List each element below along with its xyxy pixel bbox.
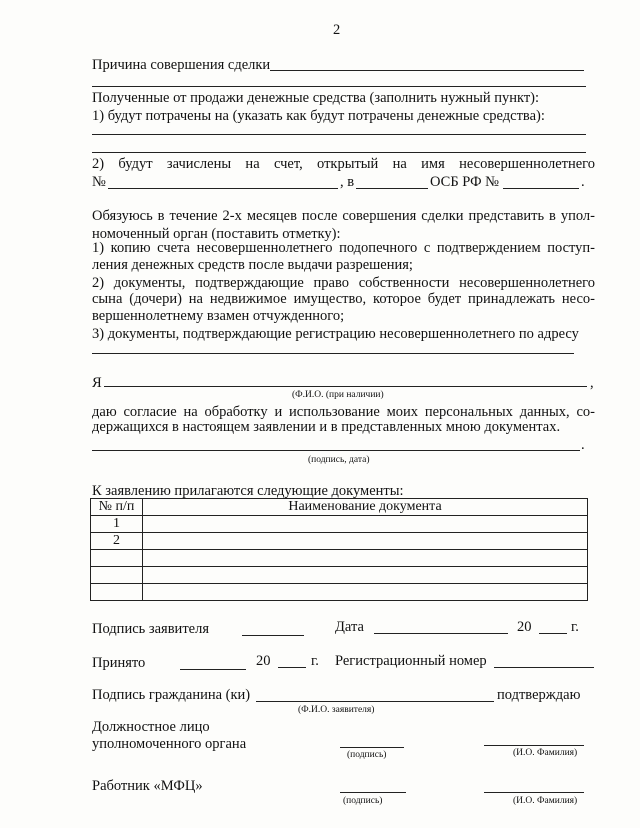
consent-comma: , [590, 375, 594, 391]
consent-ya: Я [92, 375, 102, 391]
consent-dot: . [581, 437, 585, 453]
reason-field[interactable] [270, 70, 584, 71]
date-year-prefix: 20 [517, 619, 532, 635]
official-name-field[interactable] [484, 745, 584, 746]
row-number [91, 567, 143, 584]
table-header-row [91, 499, 588, 516]
citizen-name-hint: (Ф.И.О. заявителя) [298, 705, 375, 715]
official-sign-hint: (подпись) [347, 750, 387, 760]
citizen-confirm: подтверждаю [497, 687, 581, 703]
account-number-field[interactable] [108, 188, 338, 189]
page-number: 2 [333, 22, 341, 38]
account-no-label: № [92, 174, 106, 190]
obligation-item-3: 3) документы, подтверждающие регистрацию несовершеннолетнего по адресу [92, 326, 579, 342]
consent-fio-hint: (Ф.И.О. (при наличии) [292, 390, 384, 400]
address-field[interactable] [92, 353, 574, 354]
mfc-name-hint: (И.О. Фамилия) [513, 796, 578, 806]
attachments-table [90, 498, 588, 601]
table-row [91, 533, 588, 550]
table-row [91, 550, 588, 567]
accepted-year-prefix: 20 [256, 653, 271, 669]
table-row [91, 516, 588, 533]
funds-option-1-field-2[interactable] [92, 152, 586, 153]
consent-line-1: даю согласие на обработку и использование моих персональных данных, со- [92, 404, 595, 420]
funds-intro: Полученные от продажи денежные средства (заполнить нужный пункт): [92, 90, 540, 106]
obligation-item-2: 2) документы, подтверждающие право собственности несовершеннолетнего [92, 275, 595, 291]
official-name-hint: (И.О. Фамилия) [513, 748, 578, 758]
table-row [91, 584, 588, 601]
obligation-item-1-cont: ления денежных средств после выдачи разрешения; [92, 257, 413, 273]
date-field[interactable] [374, 633, 508, 634]
citizen-name-field[interactable] [256, 701, 494, 702]
obligation-line-2: номоченный орган (поставить отметку): [92, 226, 341, 242]
bank-field[interactable] [356, 188, 428, 189]
citizen-sign-label: Подпись гражданина (ки) [92, 687, 251, 703]
row-number: 2 [91, 533, 143, 550]
reason-field-line-2[interactable] [92, 86, 586, 87]
consent-sign-field[interactable] [92, 450, 580, 451]
attachments-title: К заявлению прилагаются следующие документы: [92, 483, 404, 499]
table-row [91, 567, 588, 584]
row-number [91, 584, 143, 601]
account-in-label: , в [340, 174, 355, 190]
col-number-header: № п/п [91, 499, 143, 516]
applicant-sign-label: Подпись заявителя [92, 621, 209, 637]
accepted-label: Принято [92, 655, 146, 671]
reason-label: Причина совершения сделки [92, 57, 271, 73]
reg-number-label: Регистрационный номер [335, 653, 487, 669]
row-doc-name-cell[interactable] [143, 584, 588, 601]
mfc-sign-hint: (подпись) [343, 796, 383, 806]
col-name-header: Наименование документа [143, 499, 588, 516]
official-sign-field[interactable] [340, 747, 404, 748]
date-year-suffix: г. [571, 619, 579, 635]
date-year-field[interactable] [539, 633, 567, 634]
mfc-sign-field[interactable] [340, 792, 406, 793]
mfc-label: Работник «МФЦ» [92, 778, 203, 794]
row-doc-name-cell[interactable] [143, 567, 588, 584]
obligation-line-1: Обязуюсь в течение 2-х месяцев после совершения сделки представить в упол- [92, 208, 595, 224]
row-number [91, 550, 143, 567]
obligation-item-2-cont: сына (дочери) на недвижимое имущество, которое будет принадлежать несо- [92, 291, 595, 307]
mfc-name-field[interactable] [484, 792, 584, 793]
funds-option-1-field[interactable] [92, 134, 586, 135]
official-label-1: Должностное лицо [92, 719, 210, 735]
accepted-year-suffix: г. [311, 653, 319, 669]
official-label-2: уполномоченного органа [92, 736, 247, 752]
accepted-year-field[interactable] [278, 667, 306, 668]
osb-number-field[interactable] [503, 188, 579, 189]
row-doc-name-cell[interactable] [143, 550, 588, 567]
row-doc-name-cell[interactable] [143, 516, 588, 533]
osb-dot: . [581, 174, 585, 190]
accepted-date-field[interactable] [180, 669, 246, 670]
obligation-item-2-cont-2: вершеннолетнему взамен отчужденного; [92, 308, 345, 324]
row-doc-name-cell[interactable] [143, 533, 588, 550]
consent-line-2: держащихся в настоящем заявлении и в представленных мною документах. [92, 419, 561, 435]
date-label: Дата [335, 619, 364, 635]
consent-fio-field[interactable] [104, 386, 587, 387]
obligation-item-1: 1) копию счета несовершеннолетнего подопечного с подтверждением поступ- [92, 240, 595, 256]
funds-option-2: 2) будут зачислены на счет, открытый на имя несовершеннолетнего [92, 156, 595, 172]
applicant-sign-field[interactable] [242, 635, 304, 636]
consent-sign-hint: (подпись, дата) [308, 455, 370, 465]
funds-option-1: 1) будут потрачены на (указать как будут потрачены денежные средства): [92, 108, 545, 124]
reg-number-field[interactable] [494, 667, 594, 668]
row-number: 1 [91, 516, 143, 533]
osb-label: ОСБ РФ № [430, 174, 500, 190]
